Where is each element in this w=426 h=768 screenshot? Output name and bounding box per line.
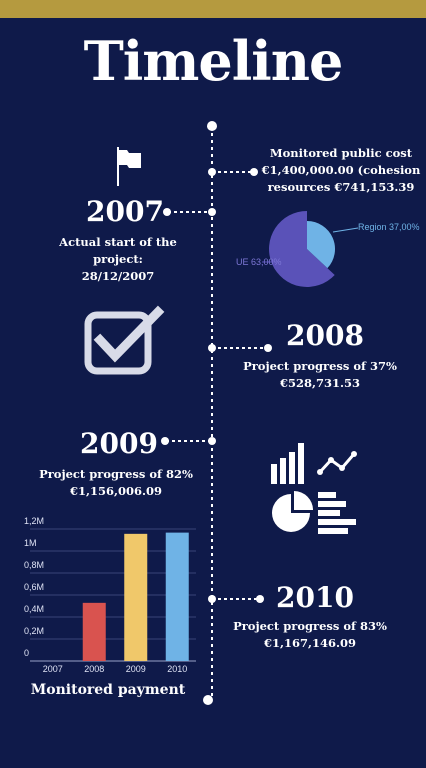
year-2009: 2009 — [80, 427, 158, 460]
bar-ytick-label: 0,4M — [24, 604, 45, 614]
bar-ytick-label: 1M — [24, 538, 37, 548]
event-2009-line1: Project progress of 82% — [39, 467, 193, 481]
year-2007: 2007 — [86, 195, 164, 228]
event-2010-line2: €1,167,146.09 — [263, 636, 357, 650]
bar-ytick-label: 0,6M — [24, 582, 45, 592]
event-2007-line2: 28/12/2007 — [81, 269, 155, 283]
event-2010-line1: Project progress of 83% — [233, 619, 387, 633]
bar-xtick-label: 2008 — [84, 664, 105, 674]
year-2008: 2008 — [286, 319, 364, 352]
bar-chart-title: Monitored payment — [30, 682, 186, 698]
bar-ytick-label: 0,8M — [24, 560, 45, 570]
year-2010: 2010 — [276, 581, 354, 614]
bar-2009 — [124, 534, 147, 661]
bar-2010 — [166, 533, 189, 661]
page-title: Timeline — [83, 29, 343, 93]
event-2008-line1: Project progress of 37% — [243, 359, 397, 373]
bar-ytick-label: 1,2M — [24, 516, 45, 526]
bar-ytick-label: 0 — [24, 648, 30, 658]
bar-xtick-label: 2009 — [125, 664, 146, 674]
bar-xtick-label: 2007 — [42, 664, 63, 674]
bar-ytick-label: 0,2M — [24, 626, 45, 636]
pie-label-ue: UE 63,00% — [236, 257, 282, 267]
cost-note-line3: resources €741,153.39 — [267, 180, 415, 194]
bar-xtick-label: 2010 — [167, 664, 188, 674]
event-2007-line1: Actual start of the project: — [59, 235, 177, 266]
event-2009-line2: €1,156,006.09 — [69, 484, 163, 498]
event-2008-line2: €528,731.53 — [279, 376, 361, 390]
pie-label-region: Region 37,00% — [358, 222, 420, 232]
cost-note-line2: €1,400,000.00 (cohesion — [261, 163, 421, 177]
cost-note-line1: Monitored public cost — [269, 146, 413, 160]
bar-2008 — [83, 603, 106, 661]
